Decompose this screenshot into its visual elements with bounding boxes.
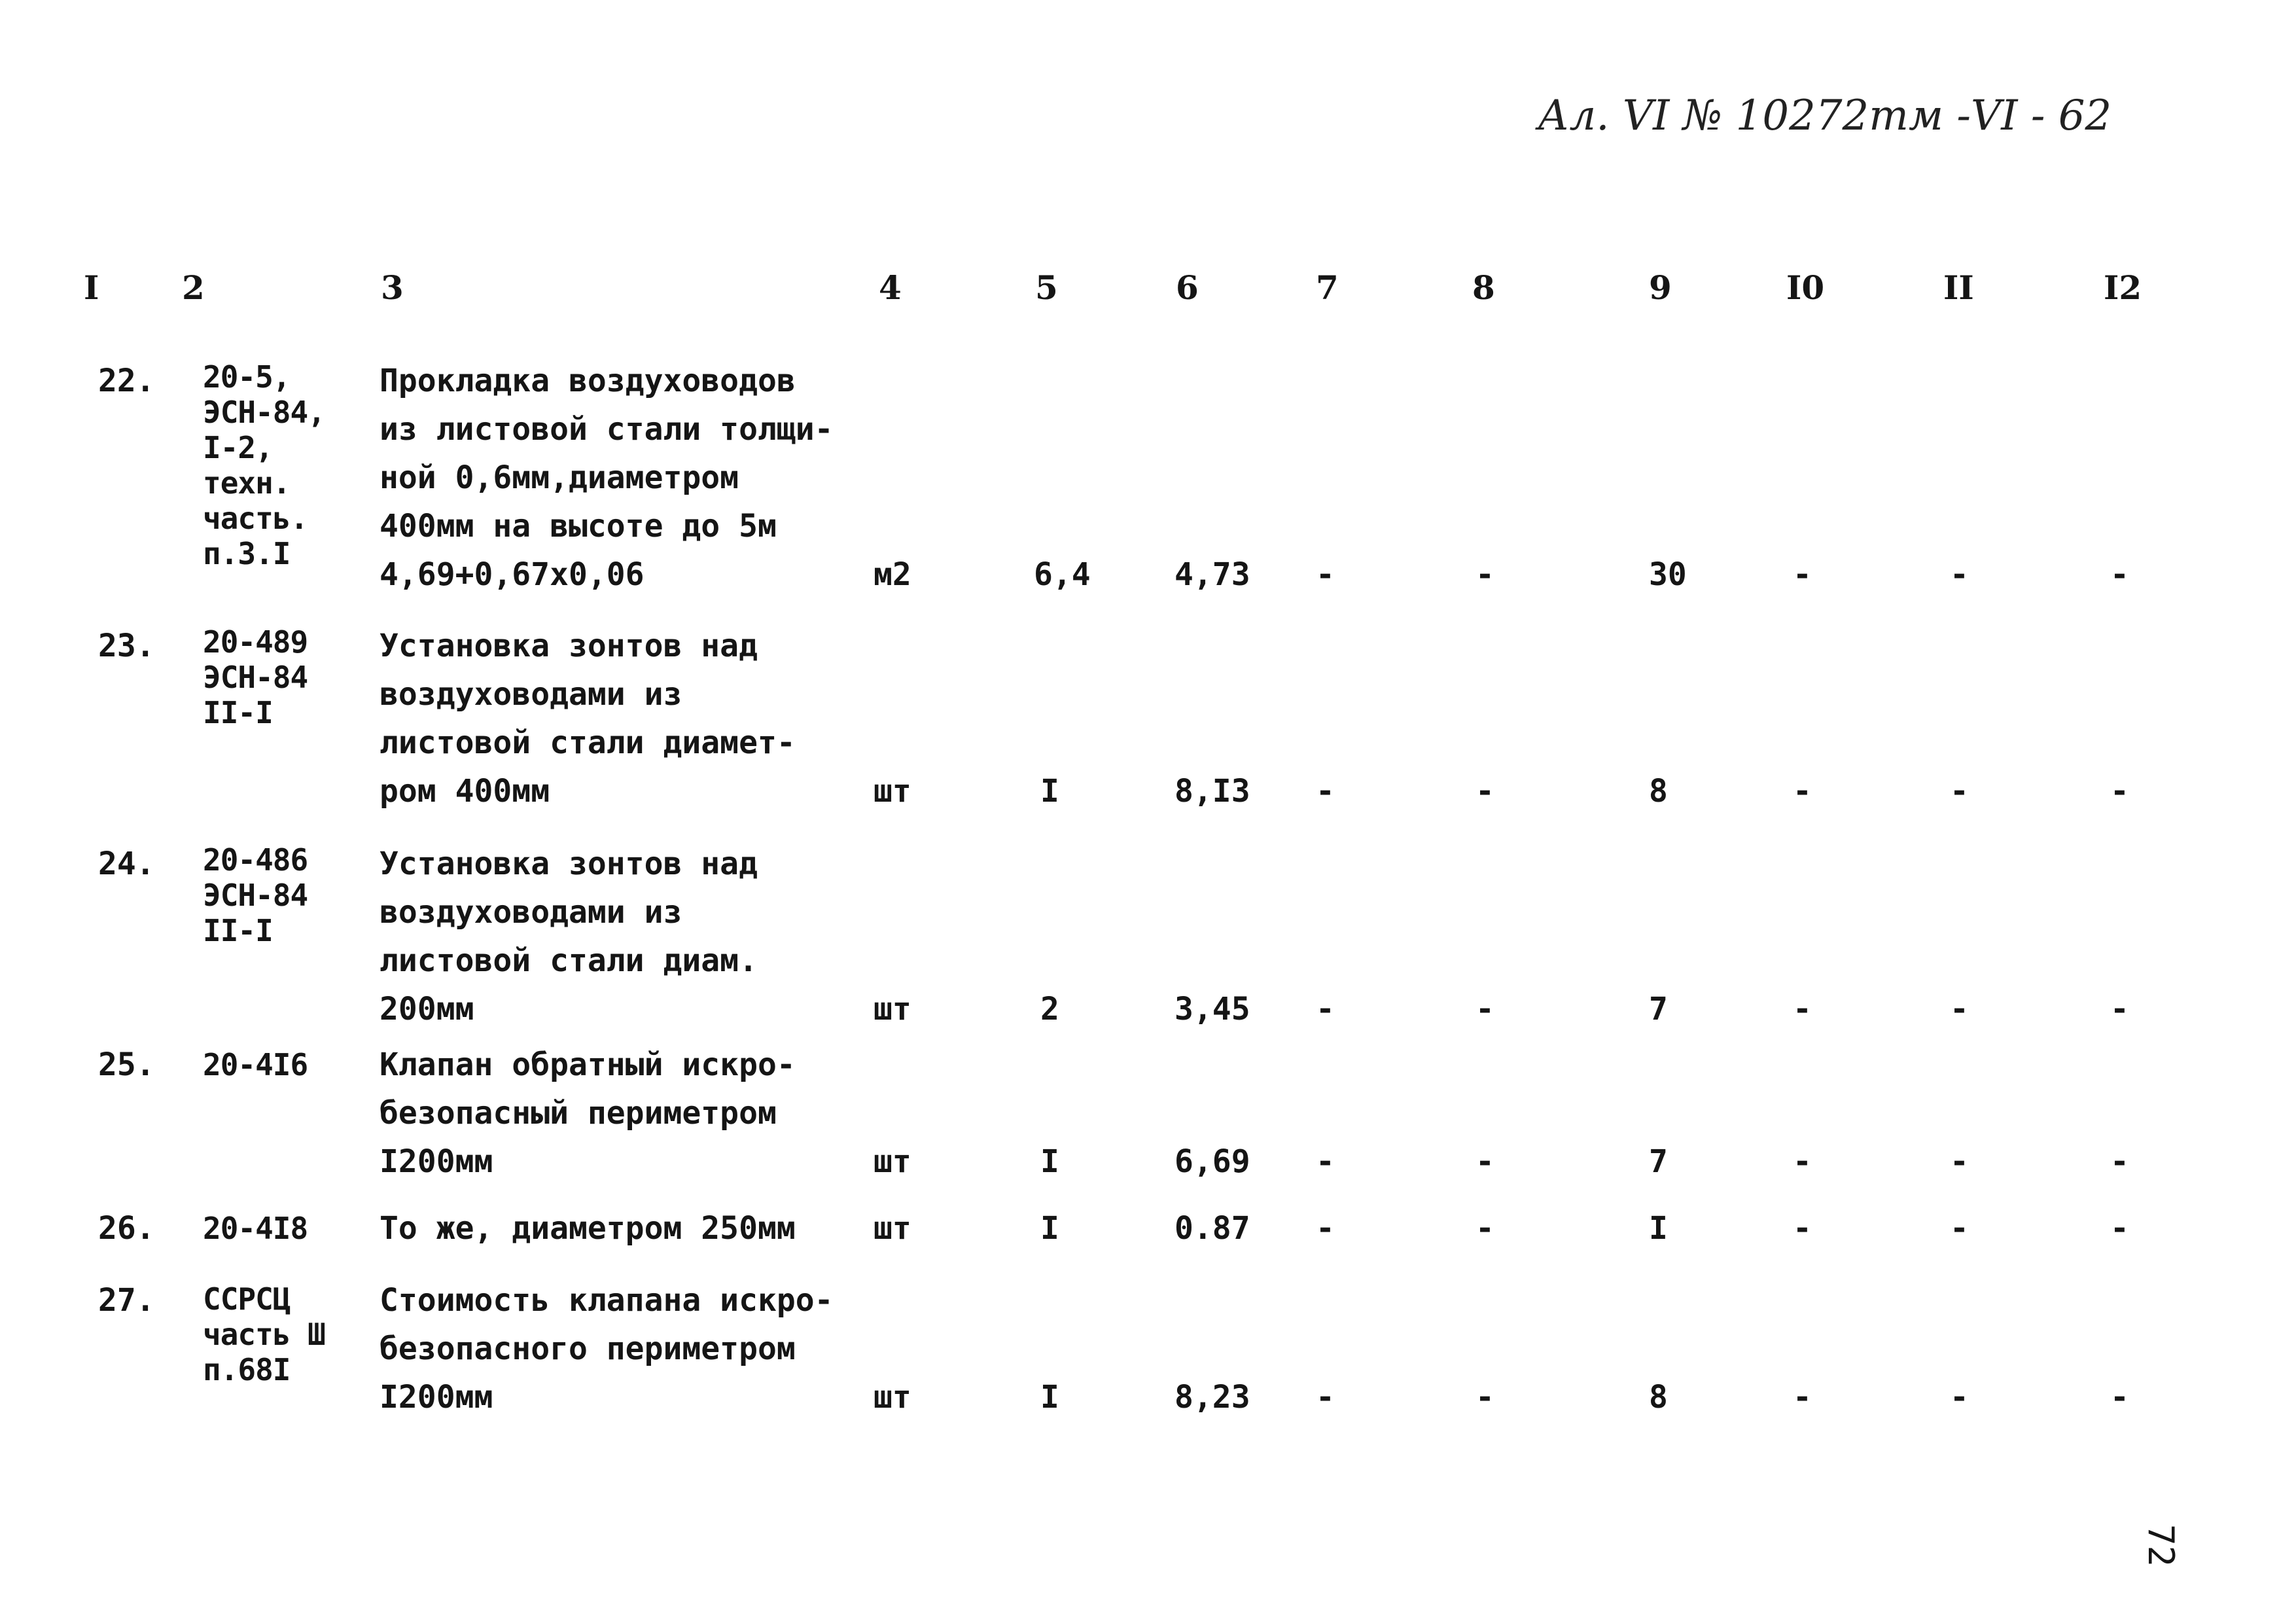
row-col-8: - — [1475, 1143, 1494, 1180]
row-col-8: - — [1475, 773, 1494, 810]
column-header-8: 8 — [1472, 268, 1495, 307]
row-col-10: - — [1793, 1210, 1812, 1247]
column-header-3: 3 — [381, 268, 404, 307]
row-col-9: 8 — [1649, 1379, 1668, 1416]
row-code: 20-486 ЭСН-84 II-I — [203, 842, 308, 948]
row-col-10: - — [1793, 991, 1812, 1027]
column-header-11: II — [1943, 268, 1974, 307]
row-number: 27. — [98, 1282, 155, 1319]
row-col-10: - — [1793, 1379, 1812, 1416]
row-col-10: - — [1793, 773, 1812, 810]
row-description: Установка зонтов над воздуховодами из листовой стали диам. 200мм — [380, 846, 758, 1027]
row-number: 22. — [98, 363, 155, 399]
column-header-4: 4 — [879, 268, 902, 307]
row-col-10: - — [1793, 1143, 1812, 1180]
row-description: Прокладка воздуховодов из листовой стали толщи- ной 0,6мм,диаметром 400мм на высоте до 5м 4,69+0,67х0,06 — [380, 363, 834, 593]
row-col-10: - — [1793, 556, 1812, 593]
row-col-7: - — [1316, 1210, 1335, 1247]
column-header-6: 6 — [1176, 268, 1199, 307]
row-qty: I — [1040, 1143, 1059, 1180]
column-header-5: 5 — [1035, 268, 1058, 307]
row-col-11: - — [1950, 773, 1969, 810]
row-unit: шт — [874, 1210, 911, 1247]
row-unit: шт — [874, 1143, 911, 1180]
row-col-9: 7 — [1649, 991, 1668, 1027]
row-qty: 2 — [1040, 991, 1059, 1027]
row-col-7: - — [1316, 1379, 1335, 1416]
row-description: То же, диаметром 250мм — [380, 1210, 796, 1247]
page-number: 72 — [2140, 1524, 2182, 1567]
row-col-9: 30 — [1649, 556, 1687, 593]
column-header-7: 7 — [1316, 268, 1339, 307]
row-col-6: 8,I3 — [1174, 773, 1250, 810]
row-description: Установка зонтов над воздуховодами из листовой стали диамет- ром 400мм — [380, 628, 796, 810]
row-number: 23. — [98, 628, 155, 664]
column-header-1: I — [84, 268, 99, 307]
row-qty: 6,4 — [1034, 556, 1091, 593]
row-col-7: - — [1316, 773, 1335, 810]
row-col-9: 8 — [1649, 773, 1668, 810]
row-col-6: 3,45 — [1174, 991, 1250, 1027]
row-qty: I — [1040, 773, 1059, 810]
row-number: 26. — [98, 1210, 155, 1247]
row-qty: I — [1040, 1210, 1059, 1247]
row-col-11: - — [1950, 1379, 1969, 1416]
row-col-11: - — [1950, 1143, 1969, 1180]
row-col-12: - — [2110, 1210, 2129, 1247]
row-col-6: 6,69 — [1174, 1143, 1250, 1180]
row-number: 24. — [98, 846, 155, 882]
row-description: Стоимость клапана искро- безопасного периметром I200мм — [380, 1282, 834, 1416]
row-number: 25. — [98, 1046, 155, 1083]
row-col-6: 0.87 — [1174, 1210, 1250, 1247]
column-header-12: I2 — [2104, 268, 2142, 307]
row-code: 20-489 ЭСН-84 II-I — [203, 624, 308, 730]
row-code: ССРСЦ часть Ш п.68I — [203, 1281, 325, 1387]
row-col-8: - — [1475, 991, 1494, 1027]
row-col-6: 8,23 — [1174, 1379, 1250, 1416]
row-code: 20-4I6 — [203, 1047, 308, 1082]
column-header-10: I0 — [1786, 268, 1825, 307]
row-col-12: - — [2110, 1143, 2129, 1180]
column-header-9: 9 — [1649, 268, 1672, 307]
row-col-11: - — [1950, 991, 1969, 1027]
row-col-12: - — [2110, 1379, 2129, 1416]
document-reference: Ал. VI № 10272тм -VI - 62 — [1538, 92, 2112, 140]
row-code: 20-5, ЭСН-84, I-2, техн. часть. п.3.I — [203, 359, 325, 571]
row-col-7: - — [1316, 556, 1335, 593]
row-description: Клапан обратный искро- безопасный периметром I200мм — [380, 1046, 796, 1180]
row-col-11: - — [1950, 1210, 1969, 1247]
row-code: 20-4I8 — [203, 1211, 308, 1246]
row-col-8: - — [1475, 556, 1494, 593]
row-col-6: 4,73 — [1174, 556, 1250, 593]
row-col-12: - — [2110, 991, 2129, 1027]
row-unit: м2 — [874, 556, 911, 593]
row-col-8: - — [1475, 1379, 1494, 1416]
row-col-7: - — [1316, 991, 1335, 1027]
row-col-7: - — [1316, 1143, 1335, 1180]
row-col-12: - — [2110, 556, 2129, 593]
row-col-9: 7 — [1649, 1143, 1668, 1180]
row-qty: I — [1040, 1379, 1059, 1416]
row-col-9: I — [1649, 1210, 1668, 1247]
column-header-2: 2 — [182, 268, 205, 307]
row-unit: шт — [874, 1379, 911, 1416]
row-unit: шт — [874, 991, 911, 1027]
row-col-11: - — [1950, 556, 1969, 593]
row-unit: шт — [874, 773, 911, 810]
row-col-12: - — [2110, 773, 2129, 810]
row-col-8: - — [1475, 1210, 1494, 1247]
